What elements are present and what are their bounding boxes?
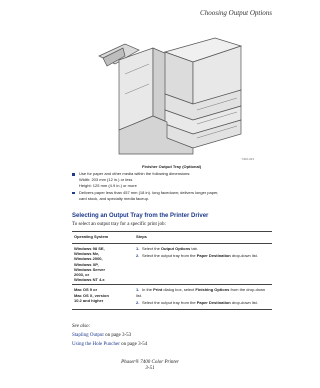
bullet-continuation: card stock, and specialty media faceup. (79, 195, 150, 201)
os-cell: Mac OS 9 or Mac OS X, version 10.2 and higher (74, 287, 109, 303)
section-intro: To select an output tray for a specific print job: (72, 222, 166, 227)
step: 2. Select the output tray from the Paper Destination drop-down list. (136, 299, 258, 305)
column-header: Operating System (72, 232, 134, 244)
page-footer (0, 360, 300, 372)
bullet-list (72, 171, 262, 202)
bullet-text: Use for paper and other media within the following dimensions: (79, 171, 191, 176)
bullet-item (72, 171, 262, 177)
figure-code: 7400-023 (241, 157, 254, 161)
bullet-icon (72, 173, 75, 176)
os-cell: Windows 98 SE, Windows Me, Windows 2000, Windows XP, Windows Server 2003, or Windows NT 4.x (74, 246, 106, 283)
bullet-subitem: Width: 203 mm (12 in.) or less (79, 177, 133, 183)
bullet-subitem: Height: 125 mm (4.9 in.) or more (79, 183, 137, 189)
running-header: Choosing Output Options (200, 9, 272, 17)
section-heading: Selecting an Output Tray from the Printer Driver (72, 213, 209, 219)
figure-caption: Finisher Output Tray (Optional) (142, 164, 202, 169)
see-also-entry: Stapling Output on page 3-53 (72, 333, 132, 338)
table-row (72, 285, 272, 310)
bullet-item (72, 190, 262, 196)
see-also-label: See also: (72, 324, 91, 329)
footer-product: Phaser® 7400 Color Printer (121, 360, 179, 365)
column-header: Steps (134, 232, 272, 244)
step: 2. Select the output tray from the Paper Destination drop-down list. (136, 253, 258, 259)
table-row (72, 244, 272, 285)
see-also-link[interactable]: Stapling Output (72, 333, 104, 338)
see-also-entry: Using the Hole Puncher on page 3-54 (72, 342, 148, 347)
footer-page-number: 3-51 (145, 366, 155, 371)
printer-illustration (95, 34, 245, 159)
step: 1. Select the Output Options tab. (136, 246, 199, 251)
os-steps-table (72, 231, 272, 310)
bullet-icon (72, 192, 75, 195)
see-also-link[interactable]: Using the Hole Puncher (72, 342, 120, 347)
bullet-text: Delivers paper less than 457 mm (18 in). long facedown; delivers longer paper, (79, 189, 219, 195)
step: 1. In the Print dialog box, select Finishing Options from the drop-down list. (136, 287, 266, 298)
